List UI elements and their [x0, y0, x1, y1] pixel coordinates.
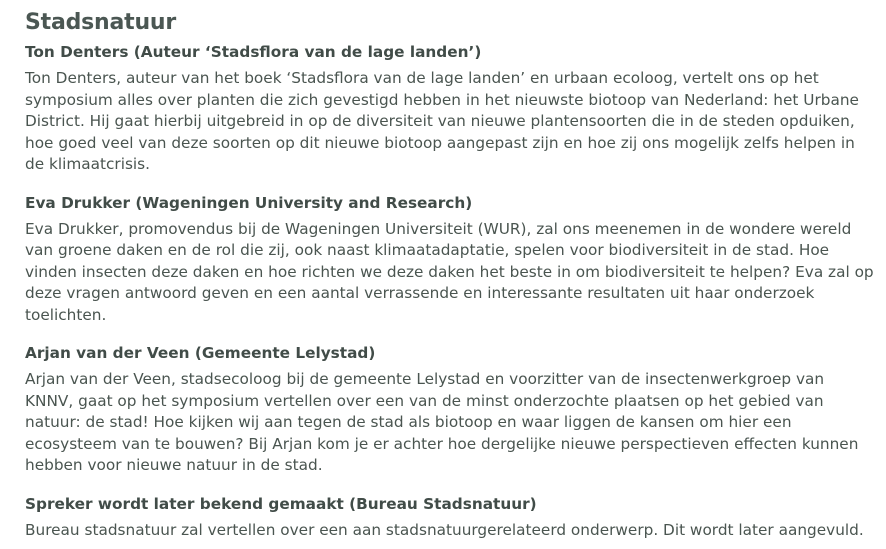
speaker-section-ton-denters: [25, 41, 886, 176]
speaker-description: Bureau stadsnatuur zal vertellen over een aan stadsnatuurgerelateerd onderwerp. Dit wordt later aangevuld.: [25, 520, 864, 539]
page-title: Stadsnatuur: [25, 10, 177, 35]
speaker-description: Arjan van der Veen, stadsecoloog bij de gemeente Lelystad en voorzitter van de insectenwerkgroep van KNNV, gaat op het symposium vertellen over een van de minst onderzochte plaatsen op het gebied van natuur: de stad! Hoe kijken wij aan tegen de stad als biotoop en waar liggen de kansen om hier een ecosysteem van te bouwen? Bij Arjan kom je er achter hoe dergelijke nieuwe perspectieven effecten kunnen hebben voor nieuwe natuur in de stad.: [25, 370, 859, 474]
speaker-description: Eva Drukker, promovendus bij de Wageningen Universiteit (WUR), zal ons meenemen in de wondere wereld van groene daken en de rol die zij, ook naast klimaatadaptatie, spelen voor biodiversiteit in de stad. Hoe vinden insecten deze daken en hoe richten we deze daken het beste in om biodiversiteit te helpen? Eva zal op deze vragen antwoord geven en een aantal verrassende en interessante resultaten uit haar onderzoek toelichten.: [25, 219, 874, 324]
speaker-description: Ton Denters, auteur van het boek ‘Stadsflora van de lage landen’ en urbaan ecoloog, vertelt ons op het symposium alles over planten die zich gevestigd hebben in het nieuwste biotoop van Nederland: het Urbane District. Hij gaat hierbij uitgebreid in op de diversiteit van nieuwe plantensoorten die in de steden opduiken, hoe goed veel van deze soorten op dit nieuwe biotoop aangepast zijn en hoe zij ons mogelijk zelfs helpen in de klimaatcrisis.: [25, 69, 859, 173]
speaker-section-bureau-stadsnatuur: [25, 493, 886, 542]
speaker-heading: Arjan van der Veen (Gemeente Lelystad): [25, 344, 376, 362]
speaker-section-arjan-van-der-veen: [25, 342, 886, 477]
speaker-heading: Ton Denters (Auteur ‘Stadsflora van de lage landen’): [25, 43, 482, 61]
speaker-heading: Spreker wordt later bekend gemaakt (Bureau Stadsnatuur): [25, 494, 537, 513]
speaker-heading: Eva Drukker (Wageningen University and Research): [25, 193, 473, 212]
speaker-section-eva-drukker: [25, 192, 886, 327]
